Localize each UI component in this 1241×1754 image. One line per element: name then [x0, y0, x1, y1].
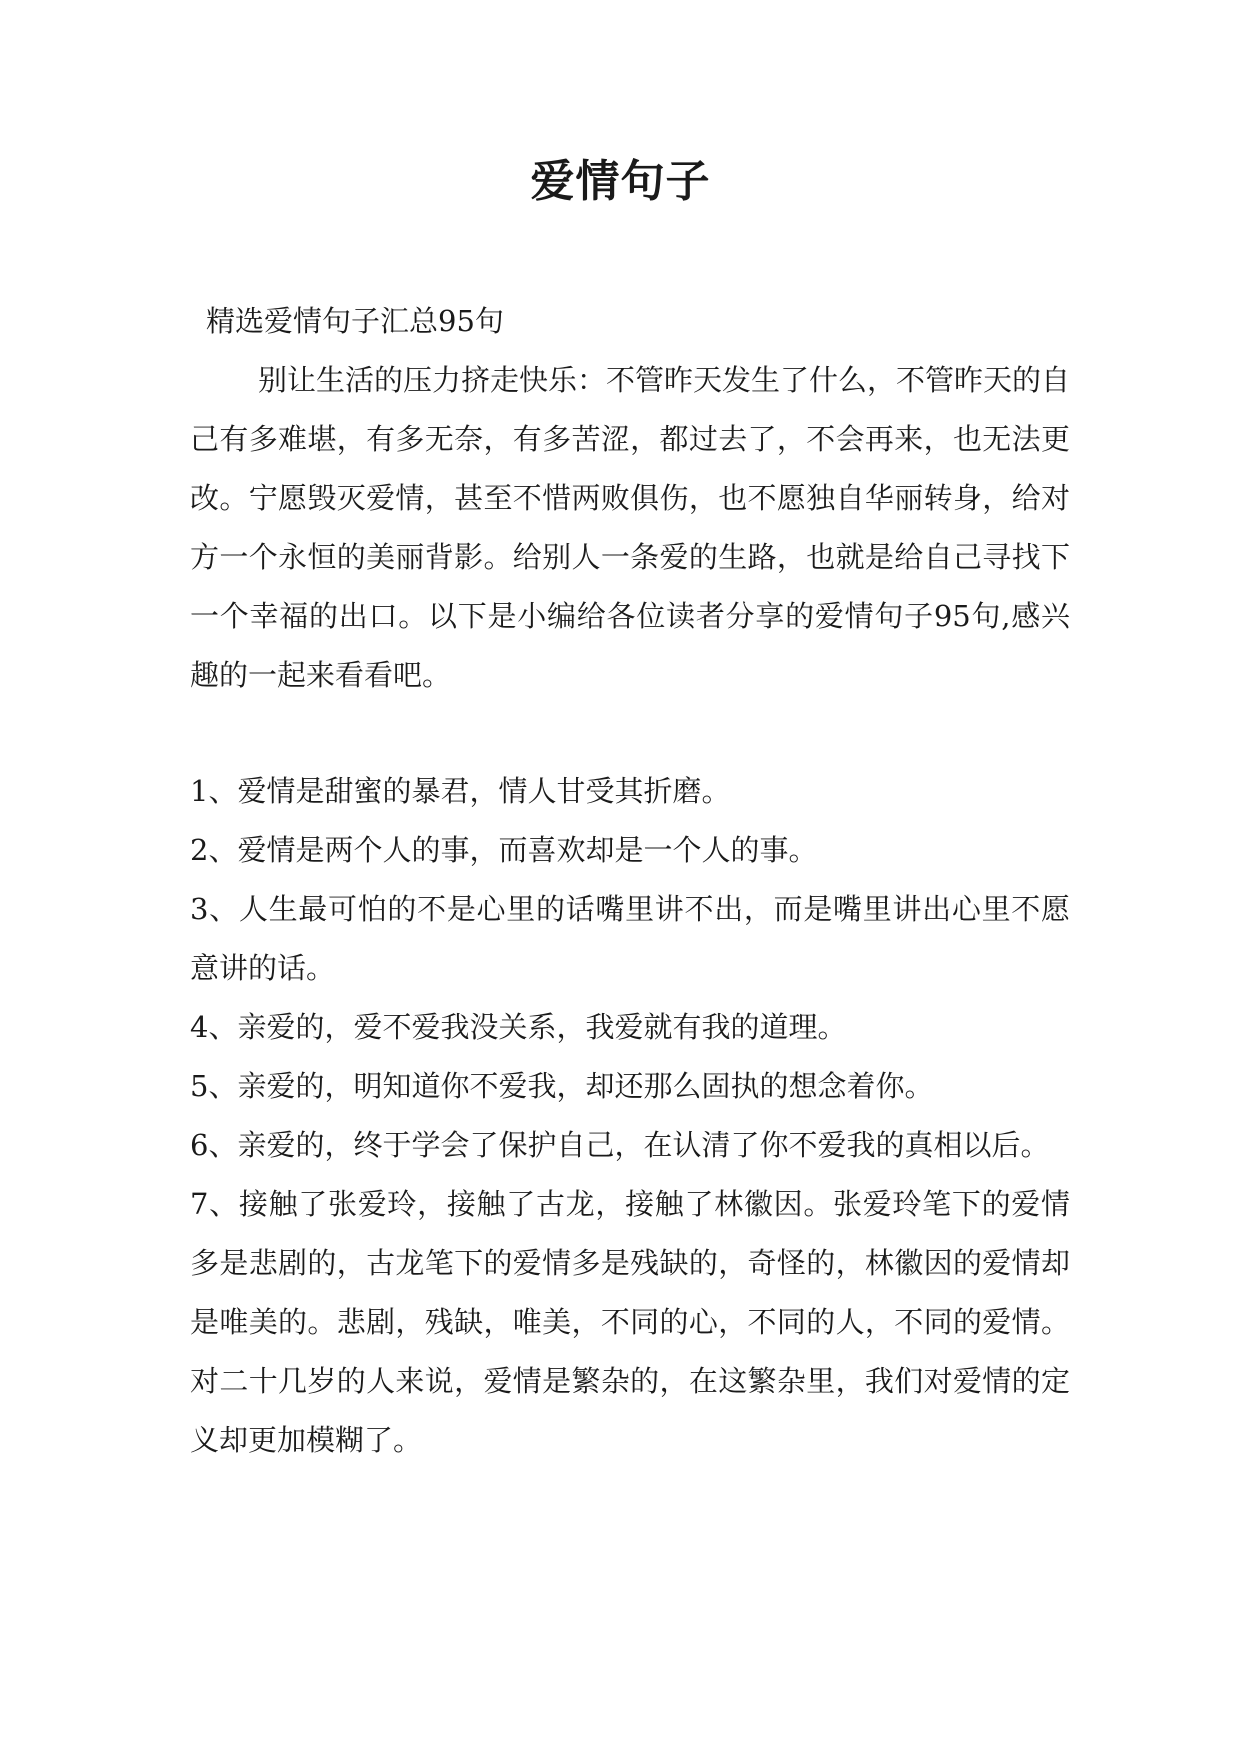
document-title: 爱情句子 [530, 156, 711, 207]
list-item: 1、爱情是甜蜜的暴君，情人甘受其折磨。 [190, 774, 731, 808]
list-item: 6、亲爱的，终于学会了保护自己，在认清了你不爱我的真相以后。 [190, 1128, 1050, 1162]
list-item: 2、爱情是两个人的事，而喜欢却是一个人的事。 [190, 833, 818, 867]
list-item: 5、亲爱的，明知道你不爱我，却还那么固执的想念着你。 [190, 1069, 934, 1103]
intro-paragraph: 别让生活的压力挤走快乐：不管昨天发生了什么，不管昨天的自己有多难堪，有多无奈，有多苦涩，都过去了，不会再来，也无法更改。宁愿毁灭爱情，甚至不惜两败俱伤，也不愿独自华丽转身，给对方一个永恒的美丽背影。给别人一条爱的生路，也就是给自己寻找下一个幸福的出口。以下是小编给各位读者分享的爱情句子95句,感兴趣的一起来看看吧。 [190, 363, 1071, 692]
list-item: 7、接触了张爱玲，接触了古龙，接触了林徽因。张爱玲笔下的爱情多是悲剧的，古龙笔下的爱情多是残缺的，奇怪的，林徽因的爱情却是唯美的。悲剧，残缺，唯美，不同的心，不同的人，不同的爱情。对二十几岁的人来说，爱情是繁杂的，在这繁杂里，我们对爱情的定义却更加模糊了。 [190, 1187, 1070, 1457]
document-subtitle: 精选爱情句子汇总95句 [206, 304, 504, 338]
list-item: 3、人生最可怕的不是心里的话嘴里讲不出，而是嘴里讲出心里不愿意讲的话。 [190, 892, 1070, 985]
list-item: 4、亲爱的，爱不爱我没关系，我爱就有我的道理。 [190, 1010, 847, 1044]
paragraph-spacer [190, 705, 1070, 762]
document-body [190, 292, 1070, 1470]
